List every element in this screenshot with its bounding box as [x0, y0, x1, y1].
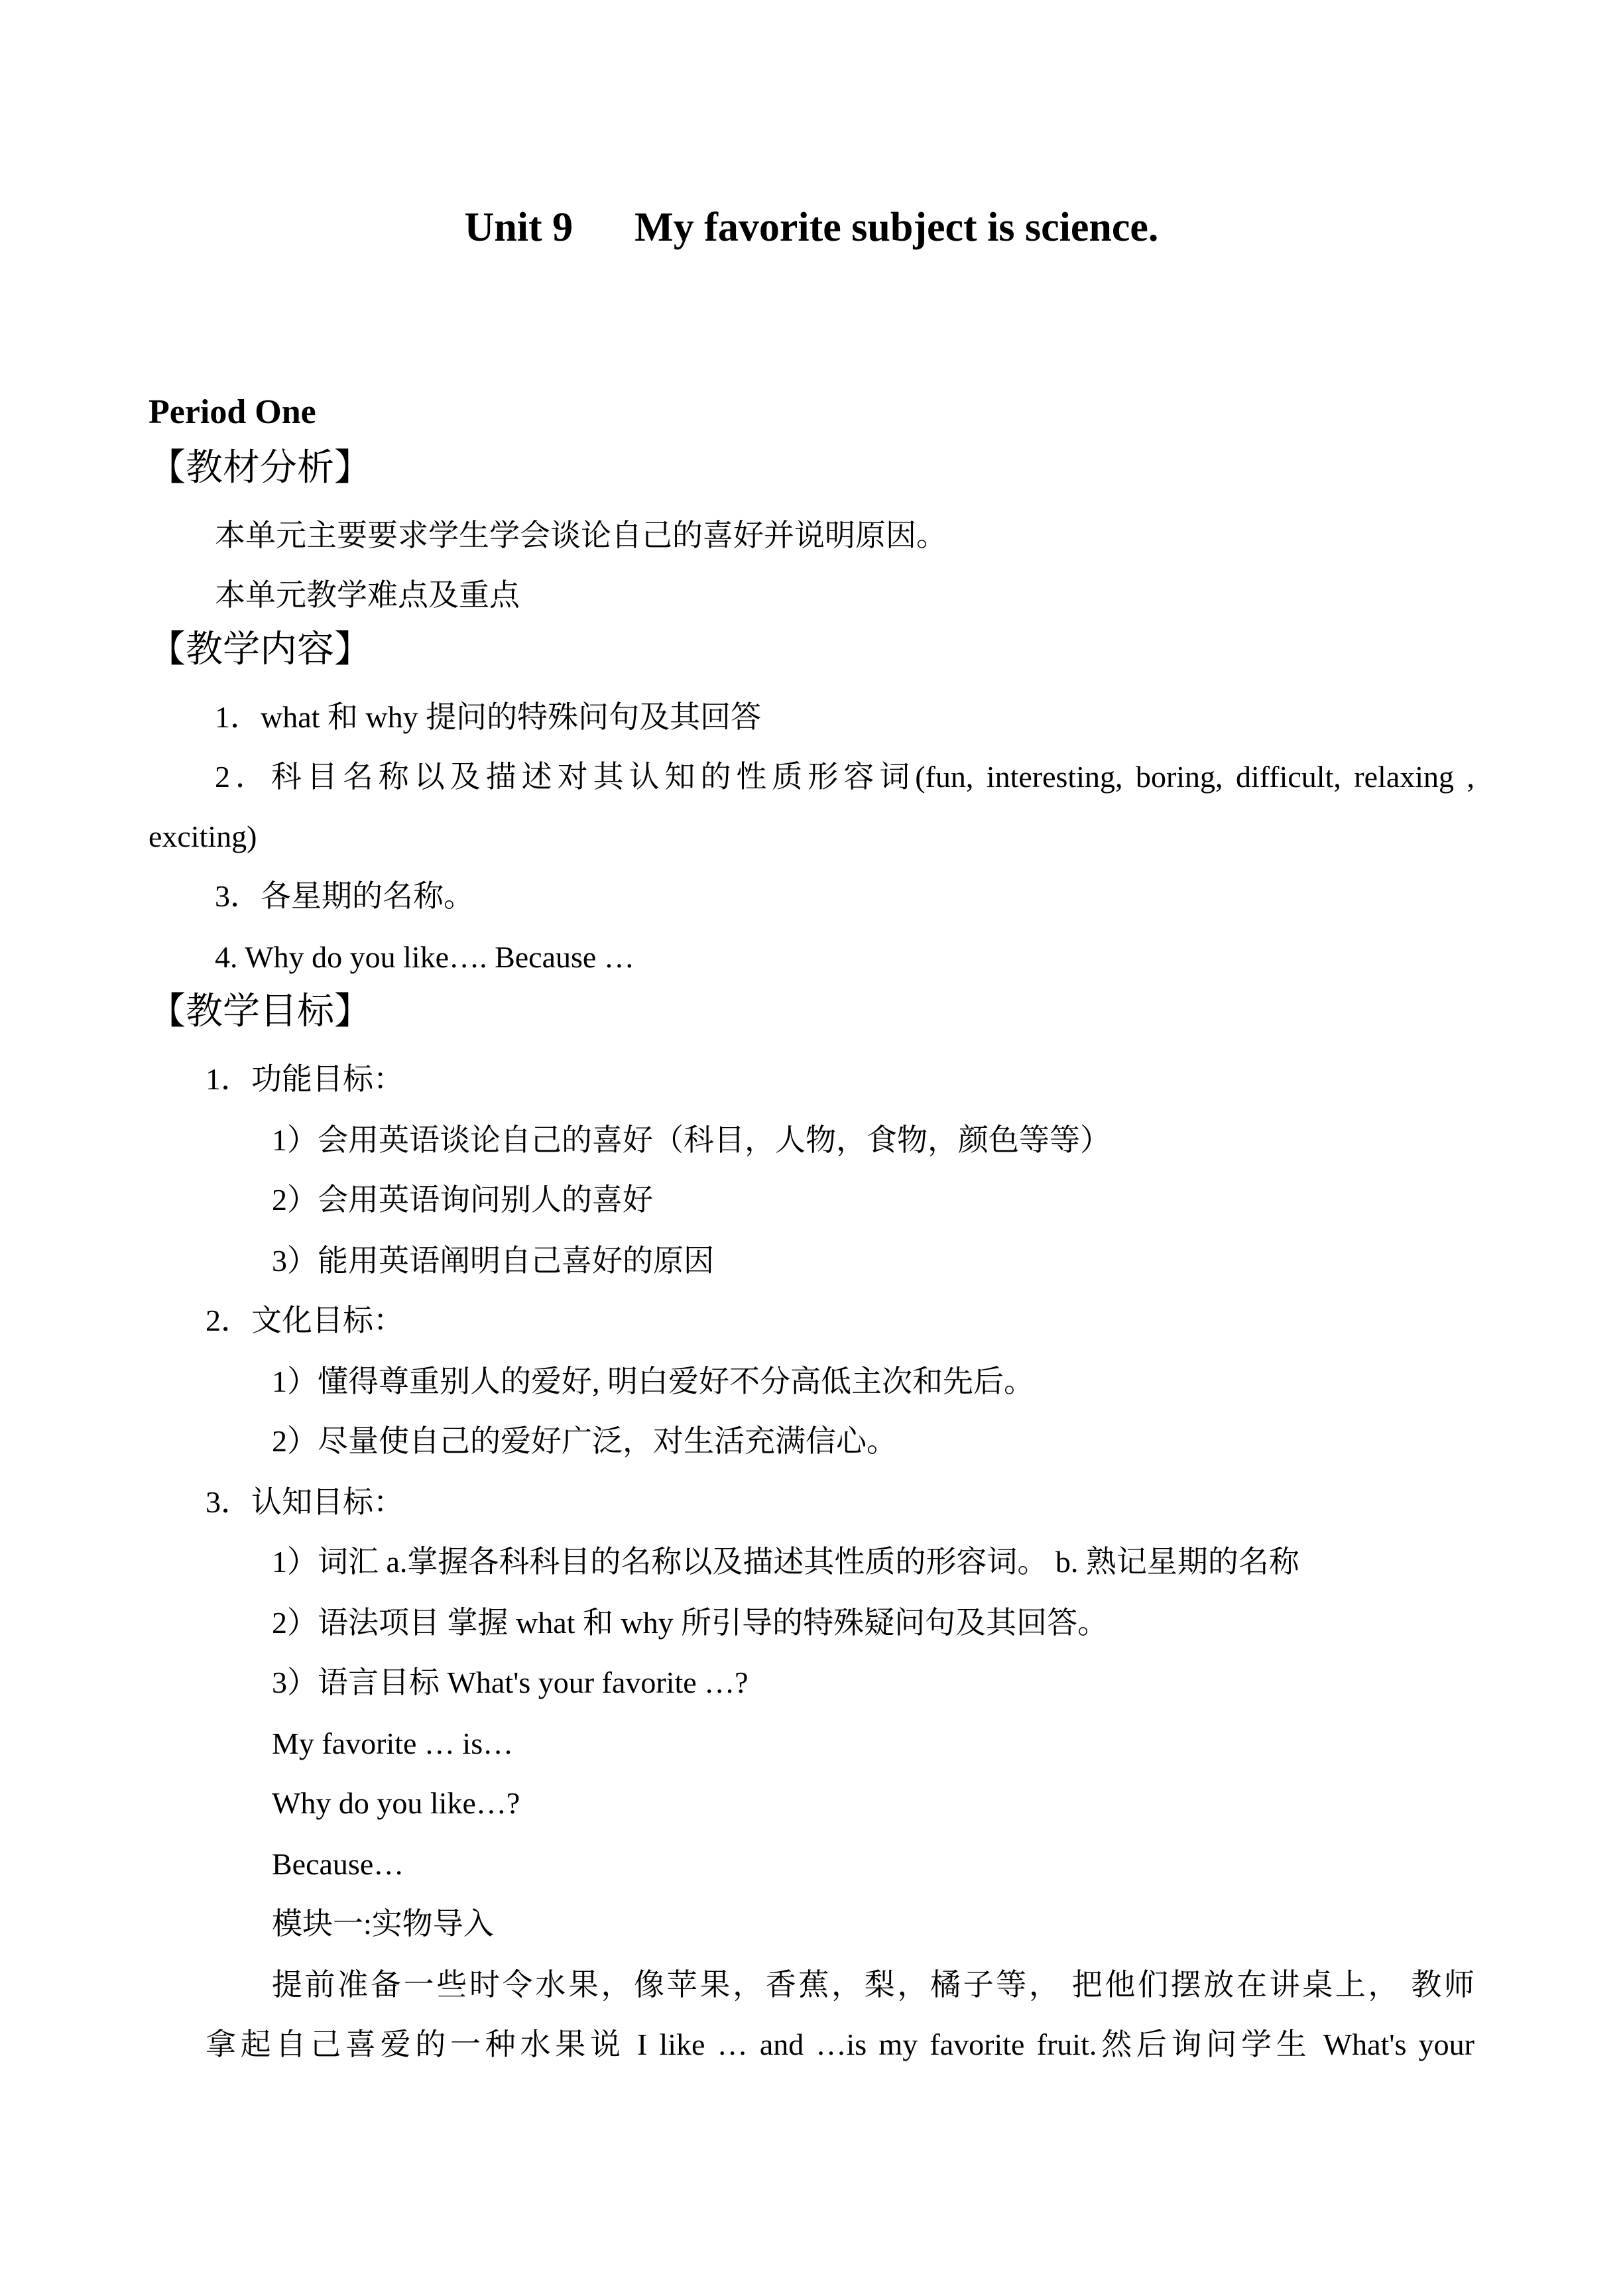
goal-cultural-item-1: 1）懂得尊重别人的爱好, 明白爱好不分高低主次和先后。	[272, 1364, 1034, 1398]
module-heading: 模块一:实物导入	[272, 1907, 494, 1941]
content-line-2-cont: exciting)	[149, 819, 257, 853]
content-line-1: 1．what 和 why 提问的特殊问句及其回答	[215, 700, 762, 734]
module-paragraph-line-1: 提前准备一些时令水果，像苹果，香蕉，梨，橘子等， 把他们摆放在讲桌上， 教师	[272, 1968, 1474, 2002]
goal-functional-item-1: 1）会用英语谈论自己的喜好（科目，人物，食物，颜色等等）	[272, 1123, 1111, 1157]
goal-cognitive-item-4: My favorite … is…	[272, 1726, 514, 1760]
analysis-line-1: 本单元主要要求学生学会谈论自己的喜好并说明原因。	[215, 518, 947, 552]
page-title: Unit 9 My favorite subject is science.	[464, 205, 1159, 250]
content-line-2: 2．科目名称以及描述对其认知的性质形容词(fun, interesting, boring, difficult, relaxing ,	[215, 760, 1474, 794]
period-heading: Period One	[149, 393, 316, 431]
content-line-4: 4. Why do you like…. Because …	[215, 940, 634, 974]
analysis-line-2: 本单元教学难点及重点	[215, 578, 520, 612]
goal-cultural-heading: 2．文化目标：	[206, 1303, 404, 1337]
section-heading-analysis: 【教材分析】	[149, 448, 371, 489]
goal-functional-heading: 1．功能目标：	[206, 1062, 404, 1096]
goal-cognitive-item-5: Why do you like…?	[272, 1786, 520, 1820]
goal-cognitive-item-1: 1）词汇 a.掌握各科科目的名称以及描述其性质的形容词。 b. 熟记星期的名称	[272, 1545, 1299, 1579]
goal-cognitive-item-6: Because…	[272, 1847, 404, 1881]
goal-functional-item-3: 3）能用英语阐明自己喜好的原因	[272, 1244, 714, 1278]
goal-cultural-item-2: 2）尽量使自己的爱好广泛，对生活充满信心。	[272, 1424, 897, 1458]
module-paragraph-line-2: 拿起自己喜爱的一种水果说 I like … and …is my favorite fruit.然后询问学生 What's your	[206, 2027, 1474, 2061]
section-heading-goals: 【教学目标】	[149, 991, 371, 1032]
section-heading-content: 【教学内容】	[149, 629, 371, 670]
content-line-3: 3．各星期的名称。	[215, 879, 474, 913]
goal-functional-item-2: 2）会用英语询问别人的喜好	[272, 1183, 653, 1217]
goal-cognitive-heading: 3．认知目标：	[206, 1485, 404, 1519]
goal-cognitive-item-2: 2）语法项目 掌握 what 和 why 所引导的特殊疑问句及其回答。	[272, 1606, 1109, 1640]
goal-cognitive-item-3: 3）语言目标 What's your favorite …?	[272, 1665, 749, 1699]
